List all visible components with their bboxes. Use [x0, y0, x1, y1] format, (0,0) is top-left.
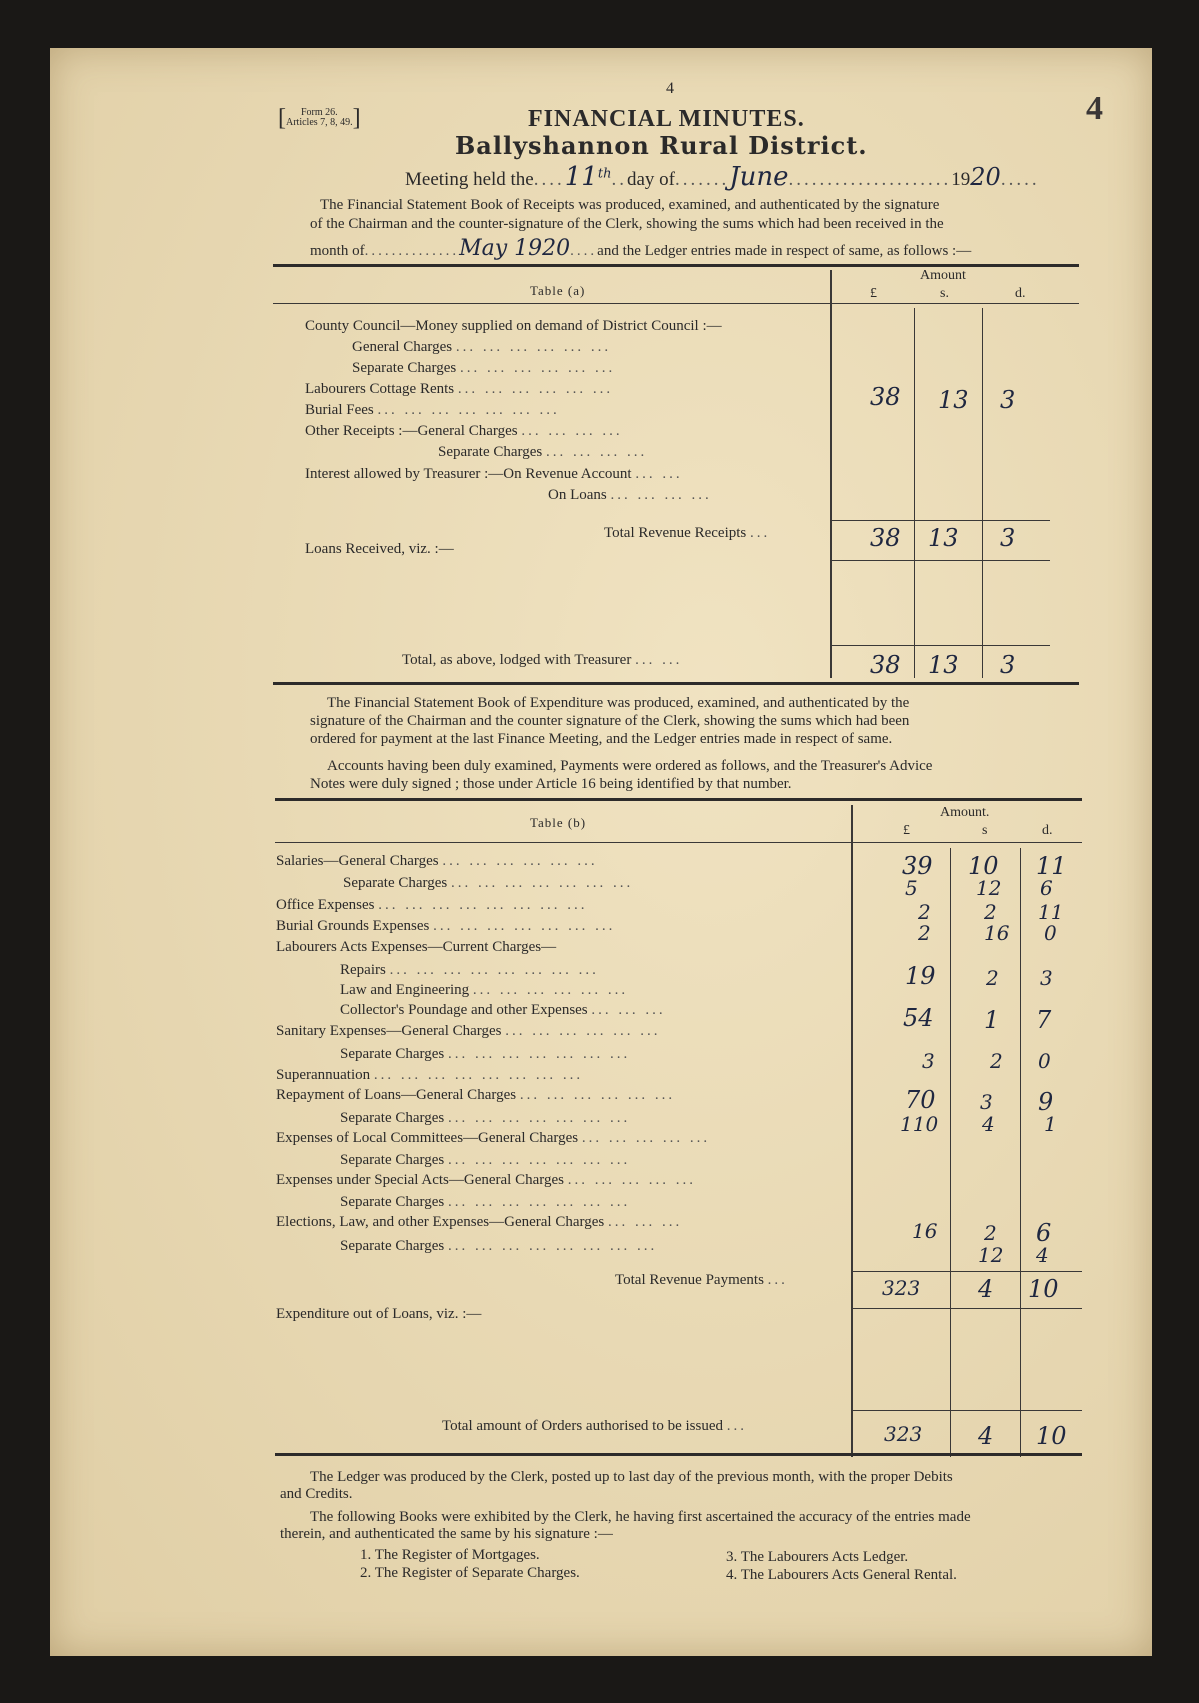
- table-a-row-burial-fees: Burial Fees ... ... ... ... ... ... ...: [305, 402, 560, 418]
- table-a-header-rule: [273, 303, 1079, 304]
- salaries-general-pence: 11: [1036, 852, 1067, 880]
- sanitary-separate-shillings: 2: [990, 1049, 1003, 1073]
- table-b-row-local-committees-separate: Separate Charges ... ... ... ... ... ... ...: [340, 1152, 631, 1168]
- table-b-row-salaries-general: Salaries—General Charges ... ... ... ... ... ...: [276, 853, 598, 869]
- expenditure-intro-line4: Accounts having been duly examined, Payments were ordered as follows, and the Treasurer's Advice: [327, 758, 933, 774]
- table-b-label-divider: [851, 805, 853, 1457]
- table-b-row-elections-separate: Separate Charges ... ... ... ... ... ... ... ...: [340, 1238, 658, 1254]
- burial-grounds-pounds: 2: [918, 921, 931, 945]
- table-a-shillings-divider: [914, 308, 915, 678]
- lodged-pounds: 38: [870, 651, 901, 679]
- books-line2: therein, and authenticated the same by his signature :—: [280, 1526, 613, 1542]
- table-a-col-pounds: £: [870, 286, 877, 301]
- salaries-general-pounds: 39: [902, 852, 933, 880]
- receipts-intro-line1: The Financial Statement Book of Receipts was produced, examined, and authenticated by the signature: [320, 197, 940, 213]
- table-a-lodged-label: Total, as above, lodged with Treasurer ... ...: [402, 652, 683, 668]
- table-a-label-divider: [830, 270, 832, 678]
- sanitary-general-shillings: 1: [984, 1006, 1000, 1034]
- burial-grounds-pence: 0: [1044, 921, 1057, 945]
- table-a-top-rule: [273, 264, 1079, 267]
- district-name: Ballyshannon Rural District.: [455, 131, 868, 160]
- salaries-general-shillings: 10: [968, 852, 999, 880]
- table-a-col-pence: d.: [1015, 286, 1026, 301]
- repairs-pence: 3: [1040, 966, 1053, 990]
- table-a-bottom-rule: [273, 682, 1079, 685]
- orders-shillings: 4: [978, 1422, 994, 1450]
- table-b-bottom-rule: [275, 1453, 1082, 1456]
- table-b-orders-label: Total amount of Orders authorised to be issued ...: [442, 1418, 747, 1434]
- total-revenue-payments-pence: 10: [1028, 1275, 1059, 1303]
- loans-separate-pounds: 110: [900, 1112, 939, 1136]
- total-revenue-receipts-shillings: 13: [928, 524, 959, 552]
- receipt-rents-pounds: 38: [870, 383, 901, 411]
- loans-general-shillings: 3: [980, 1090, 993, 1114]
- table-b-pence-divider: [1020, 848, 1021, 1457]
- table-a-row-interest-revenue: Interest allowed by Treasurer :—On Revenue Account ... ...: [305, 466, 683, 482]
- total-revenue-receipts-pence: 3: [1000, 524, 1016, 552]
- expenditure-intro-line5: Notes were duly signed ; those under Article 16 being identified by that number.: [310, 776, 792, 792]
- table-b-total-revenue-label: Total Revenue Payments ...: [615, 1272, 788, 1288]
- table-a-row-general-charges: General Charges ... ... ... ... ... ...: [352, 339, 612, 355]
- receipt-rents-pence: 3: [1000, 386, 1016, 414]
- elections-general-pence: 6: [1036, 1219, 1052, 1247]
- elections-general-pounds: 16: [912, 1219, 938, 1243]
- table-b-row-local-committees-general: Expenses of Local Committees—General Charges ... ... ... ... ...: [276, 1130, 711, 1146]
- loans-general-pence: 9: [1038, 1088, 1054, 1116]
- sanitary-separate-pounds: 3: [922, 1049, 935, 1073]
- total-revenue-payments-shillings: 4: [978, 1275, 994, 1303]
- office-pence: 11: [1038, 900, 1064, 924]
- receipt-rents-shillings: 13: [938, 386, 969, 414]
- table-b-amount-header: Amount.: [940, 805, 990, 820]
- table-a-row-separate-charges: Separate Charges ... ... ... ... ... ...: [352, 360, 616, 376]
- salaries-separate-pence: 6: [1040, 876, 1053, 900]
- table-a-amount-header: Amount: [920, 268, 966, 283]
- repairs-shillings: 2: [986, 966, 999, 990]
- elections-separate-shillings: 12: [978, 1243, 1004, 1267]
- book-item-2: 2. The Register of Separate Charges.: [360, 1565, 580, 1581]
- table-b-row-labourers-acts: Labourers Acts Expenses—Current Charges—: [276, 939, 557, 955]
- expenditure-intro-line2: signature of the Chairman and the counter signature of the Clerk, showing the sums which had been: [310, 713, 910, 729]
- ledger-line2: and Credits.: [280, 1486, 353, 1502]
- sanitary-general-pence: 7: [1036, 1006, 1052, 1034]
- form-reference: [ Form 26. Articles 7, 8, 49.]: [278, 105, 361, 131]
- table-a-row-other-receipts-general: Other Receipts :—General Charges ... ... ... ...: [305, 423, 623, 439]
- sanitary-general-pounds: 54: [903, 1004, 934, 1032]
- lodged-pence: 3: [1000, 651, 1016, 679]
- table-b-row-loans-general: Repayment of Loans—General Charges ... ... ... ... ... ...: [276, 1087, 676, 1103]
- loans-separate-shillings: 4: [982, 1112, 995, 1136]
- table-b-row-loans-separate: Separate Charges ... ... ... ... ... ... ...: [340, 1110, 631, 1126]
- office-pounds: 2: [918, 900, 931, 924]
- elections-general-shillings: 2: [984, 1221, 997, 1245]
- table-b-row-special-acts-general: Expenses under Special Acts—General Charges ... ... ... ... ...: [276, 1172, 696, 1188]
- sanitary-separate-pence: 0: [1038, 1049, 1051, 1073]
- table-a-row-interest-loans: On Loans ... ... ... ...: [548, 487, 712, 503]
- expenditure-intro-line3: ordered for payment at the last Finance Meeting, and the Ledger entries made in respect of same.: [310, 731, 893, 747]
- corner-page-number: 4: [1086, 90, 1103, 127]
- table-a-title: Table (a): [530, 283, 586, 298]
- orders-pounds: 323: [884, 1422, 923, 1446]
- burial-grounds-shillings: 16: [984, 921, 1010, 945]
- table-a-subtotal-rule: [830, 520, 1050, 521]
- table-b-subtotal-rule: [851, 1271, 1082, 1272]
- orders-pence: 10: [1036, 1422, 1067, 1450]
- table-b-loans-rule: [851, 1308, 1082, 1309]
- total-revenue-payments-pounds: 323: [882, 1276, 921, 1300]
- table-b-col-shillings: s: [982, 823, 988, 838]
- table-b-top-rule: [275, 798, 1082, 801]
- page-number: 4: [666, 80, 674, 97]
- table-b-row-sanitary-separate: Separate Charges ... ... ... ... ... ... ...: [340, 1046, 631, 1062]
- table-b-shillings-divider: [950, 848, 951, 1457]
- table-a-col-shillings: s.: [940, 286, 949, 301]
- page-title: FINANCIAL MINUTES.: [528, 106, 805, 132]
- table-b-row-special-acts-separate: Separate Charges ... ... ... ... ... ... ...: [340, 1194, 631, 1210]
- table-b-row-superannuation: Superannuation ... ... ... ... ... ... ... ...: [276, 1067, 584, 1083]
- table-a-row-labourers-rents: Labourers Cottage Rents ... ... ... ... ... ...: [305, 381, 614, 397]
- ledger-line1: The Ledger was produced by the Clerk, posted up to last day of the previous month, with the proper Debits: [310, 1469, 953, 1485]
- table-a-loans-received: Loans Received, viz. :—: [305, 541, 454, 557]
- table-b-orders-rule: [851, 1410, 1082, 1411]
- table-b-row-office-expenses: Office Expenses ... ... ... ... ... ... ... ...: [276, 897, 588, 913]
- lodged-shillings: 13: [928, 651, 959, 679]
- receipts-intro-line2: of the Chairman and the counter-signature of the Clerk, showing the sums which had been received in the: [310, 216, 944, 232]
- table-b-loans-expenditure: Expenditure out of Loans, viz. :—: [276, 1306, 482, 1322]
- table-b-row-collectors-poundage: Collector's Poundage and other Expenses ... ... ...: [340, 1002, 666, 1018]
- table-a-loans-rule: [830, 560, 1050, 561]
- book-item-4: 4. The Labourers Acts General Rental.: [726, 1567, 957, 1583]
- repairs-pounds: 19: [905, 962, 936, 990]
- elections-separate-pence: 4: [1036, 1243, 1049, 1267]
- table-a-pence-divider: [982, 308, 983, 678]
- table-b-row-elections-general: Elections, Law, and other Expenses—General Charges ... ... ...: [276, 1214, 683, 1230]
- table-b-title: Table (b): [530, 815, 587, 830]
- total-revenue-receipts-pounds: 38: [870, 524, 901, 552]
- salaries-separate-pounds: 5: [905, 876, 918, 900]
- table-b-header-rule: [275, 842, 1082, 843]
- receipts-intro-line3: month of..............May 1920....and the Ledger entries made in respect of same, as follows :—: [310, 236, 972, 261]
- table-b-col-pence: d.: [1042, 823, 1053, 838]
- table-b-row-repairs: Repairs ... ... ... ... ... ... ... ...: [340, 962, 599, 978]
- book-item-3: 3. The Labourers Acts Ledger.: [726, 1549, 909, 1565]
- table-b-col-pounds: £: [903, 823, 910, 838]
- loans-general-pounds: 70: [905, 1086, 936, 1114]
- table-b-row-salaries-separate: Separate Charges ... ... ... ... ... ... ...: [343, 875, 634, 891]
- table-b-row-law-engineering: Law and Engineering ... ... ... ... ... ...: [340, 982, 629, 998]
- salaries-separate-shillings: 12: [976, 876, 1002, 900]
- books-line1: The following Books were exhibited by the Clerk, he having first ascertained the accuracy of the entries made: [310, 1509, 971, 1525]
- table-a-total-revenue-label: Total Revenue Receipts ...: [604, 525, 771, 541]
- table-a-row-other-receipts-separate: Separate Charges ... ... ... ...: [438, 444, 648, 460]
- book-item-1: 1. The Register of Mortgages.: [360, 1547, 540, 1563]
- table-a-lodged-rule: [830, 645, 1050, 646]
- expenditure-intro-line1: The Financial Statement Book of Expenditure was produced, examined, and authenticated by the: [327, 695, 910, 711]
- table-a-row-county-council: County Council—Money supplied on demand of District Council :—: [305, 318, 722, 334]
- table-b-row-burial-grounds: Burial Grounds Expenses ... ... ... ... ... ... ...: [276, 918, 616, 934]
- meeting-date-line: Meeting held the....11th..day of.......June.....................1920.....: [405, 162, 1040, 192]
- loans-separate-pence: 1: [1044, 1112, 1057, 1136]
- office-shillings: 2: [984, 900, 997, 924]
- table-b-row-sanitary-general: Sanitary Expenses—General Charges ... ... ... ... ... ...: [276, 1023, 661, 1039]
